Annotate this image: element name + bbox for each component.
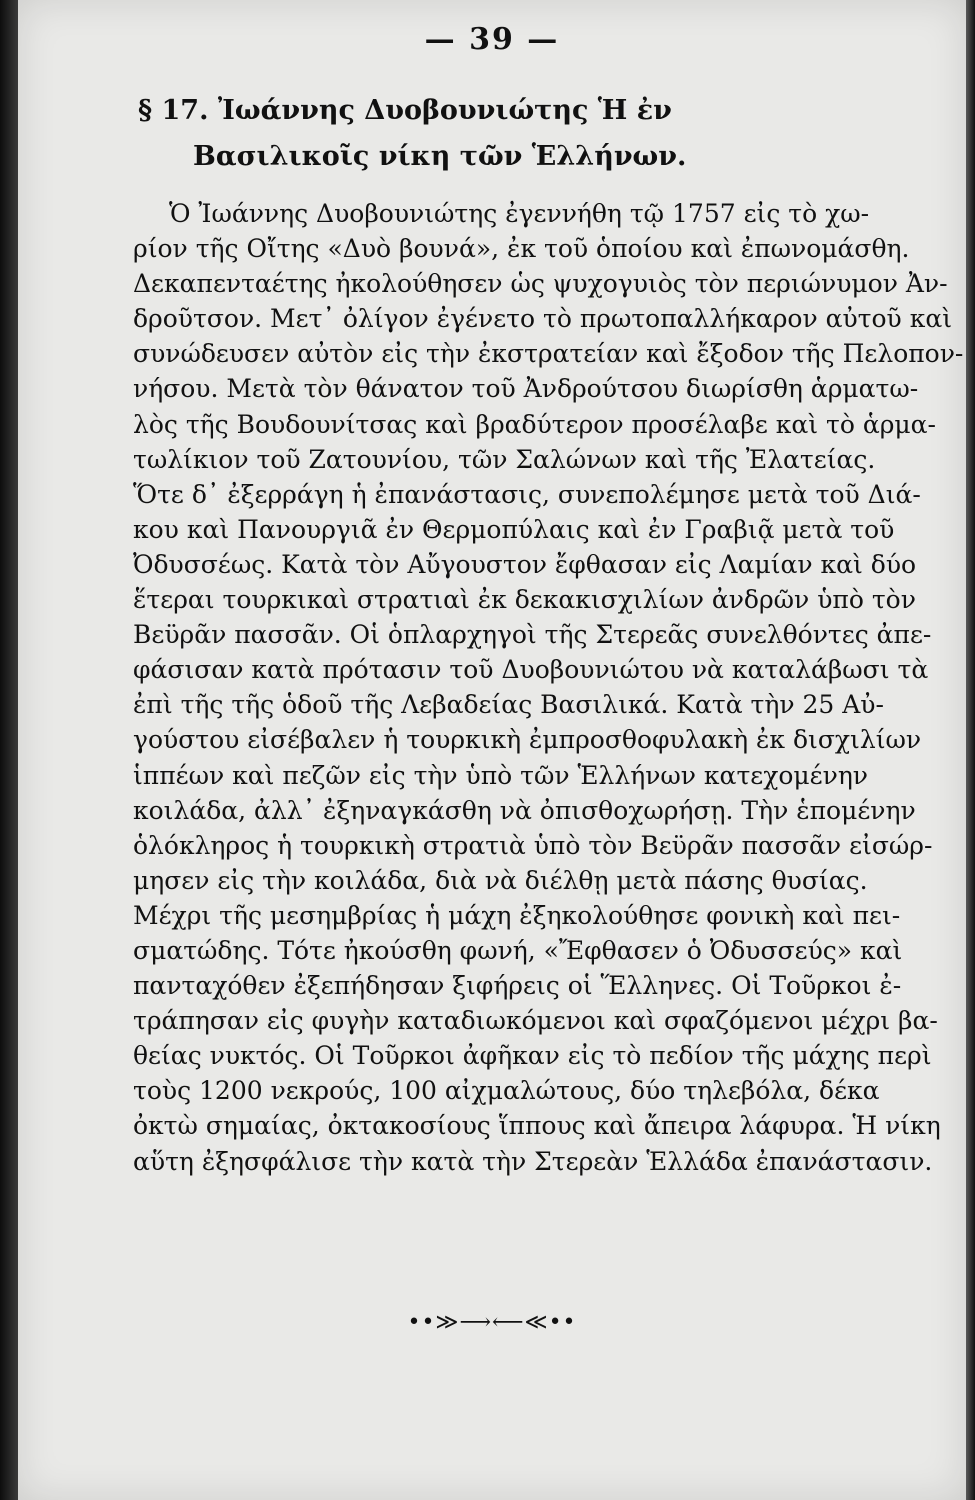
body-text xyxy=(133,196,964,1179)
text-line: θείας νυκτός. Οἱ Τοῦρκοι ἀφῆκαν εἰς τὸ πεδίον τῆς μάχης περὶ xyxy=(133,1041,932,1071)
text-line: σματώδης. Τότε ἠκούσθη φωνή, «Ἔφθασεν ὁ Ὀδυσσεύς» καὶ xyxy=(133,935,903,965)
section-title-line-1: § 17. Ἰωάννης Δυοβουνιώτης Ἡ ἐν xyxy=(138,95,672,126)
text-line: μησεν εἰς τὴν κοιλάδα, διὰ νὰ διέλθῃ μετὰ πάσης θυσίας. xyxy=(133,865,868,895)
text-line: κου καὶ Πανουργιᾶ ἐν Θερμοπύλαις καὶ ἐν Γραβιᾷ μετὰ τοῦ xyxy=(133,514,895,544)
text-line: Ὅτε δ᾽ ἐξερράγη ἡ ἐπανάστασις, συνεπολέμησε μετὰ τοῦ Διά- xyxy=(133,479,921,509)
text-line: ὁλόκληρος ἡ τουρκικὴ στρατιὰ ὑπὸ τὸν Βεϋρᾶν πασσᾶν εἰσώρ- xyxy=(133,830,933,860)
section-title xyxy=(138,88,858,180)
text-line: γούστου εἰσέβαλεν ἡ τουρκικὴ ἐμπροσθοφυλακὴ ἐκ δισχιλίων xyxy=(133,725,922,755)
section-title-line-2: Βασιλικοῖς νίκη τῶν Ἑλλήνων. xyxy=(193,141,687,172)
text-line: φάσισαν κατὰ πρότασιν τοῦ Δυοβουνιώτου νὰ καταλάβωσι τὰ xyxy=(133,655,929,685)
text-line: Ὁ Ἰωάννης Δυοβουνιώτης ἐγεννήθη τῷ 1757 εἰς τὸ χω- xyxy=(169,199,870,228)
text-line: συνώδευσεν αὐτὸν εἰς τὴν ἐκστρατείαν καὶ ἔξοδον τῆς Πελοπον- xyxy=(133,339,964,369)
text-line: τράπησαν εἰς φυγὴν καταδιωκόμενοι καὶ σφαζόμενοι μέχρι βα- xyxy=(133,1006,938,1036)
page-left-edge xyxy=(0,0,18,1500)
text-line: ἕτεραι τουρκικαὶ στρατιαὶ ἐκ δεκακισχιλίων ἀνδρῶν ὑπὸ τὸν xyxy=(133,585,916,615)
page-right-edge xyxy=(966,0,975,1500)
text-line: νήσου. Μετὰ τὸν θάνατον τοῦ Ἀνδρούτσου διωρίσθη ἁρματω- xyxy=(133,374,919,404)
book-page xyxy=(18,0,966,1500)
page-number: — 39 — xyxy=(424,22,560,57)
text-line: ἱππέων καὶ πεζῶν εἰς τὴν ὑπὸ τῶν Ἑλλήνων κατεχομένην xyxy=(133,760,868,790)
text-line: πανταχόθεν ἐξεπήδησαν ξιφήρεις οἱ Ἕλληνες. Οἱ Τοῦρκοι ἐ- xyxy=(133,971,902,1001)
text-line: τοὺς 1200 νεκρούς, 100 αἰχμαλώτους, δύο τηλεβόλα, δέκα xyxy=(133,1076,880,1106)
text-line: κοιλάδα, ἀλλ᾽ ἐξηναγκάσθη νὰ ὀπισθοχωρήσῃ. Τὴν ἑπομένην xyxy=(133,795,916,825)
text-line: δροῦτσον. Μετ᾽ ὀλίγον ἐγένετο τὸ πρωτοπαλλήκαρον αὐτοῦ καὶ xyxy=(133,304,953,334)
text-line: τωλίκιον τοῦ Ζατουνίου, τῶν Σαλώνων καὶ τῆς Ἐλατείας. xyxy=(133,444,876,474)
text-line: Βεϋρᾶν πασσᾶν. Οἱ ὁπλαρχηγοὶ τῆς Στερεᾶς συνελθόντες ἀπε- xyxy=(133,620,932,650)
text-line: λὸς τῆς Βουδουνίτσας καὶ βραδύτερον προσέλαβε καὶ τὸ ἁρμα- xyxy=(133,409,936,439)
text-line: ὀκτὼ σημαίας, ὀκτακοσίους ἵππους καὶ ἄπειρα λάφυρα. Ἡ νίκη xyxy=(133,1111,941,1141)
text-line: ρίον τῆς Οἴτης «Δυὸ βουνά», ἐκ τοῦ ὁποίου καὶ ἐπωνομάσθη. xyxy=(133,234,910,264)
text-line: ἐπὶ τῆς τῆς ὁδοῦ τῆς Λεβαδείας Βασιλικά. Κατὰ τὴν 25 Αὐ- xyxy=(133,690,884,720)
text-line: Ὀδυσσέως. Κατὰ τὸν Αὔγουστον ἔφθασαν εἰς Λαμίαν καὶ δύο xyxy=(133,549,917,579)
text-line: αὕτη ἐξησφάλισε τὴν κατὰ τὴν Στερεὰν Ἑλλάδα ἐπανάστασιν. xyxy=(133,1146,933,1176)
ornament-divider: ••≫⟶⟵≪•• xyxy=(407,1310,577,1335)
text-line: Μέχρι τῆς μεσημβρίας ἡ μάχη ἐξηκολούθησε φονικὴ καὶ πει- xyxy=(133,900,901,930)
text-line: Δεκαπενταέτης ἠκολούθησεν ὡς ψυχογυιὸς τὸν περιώνυμον Ἀν- xyxy=(133,269,948,299)
